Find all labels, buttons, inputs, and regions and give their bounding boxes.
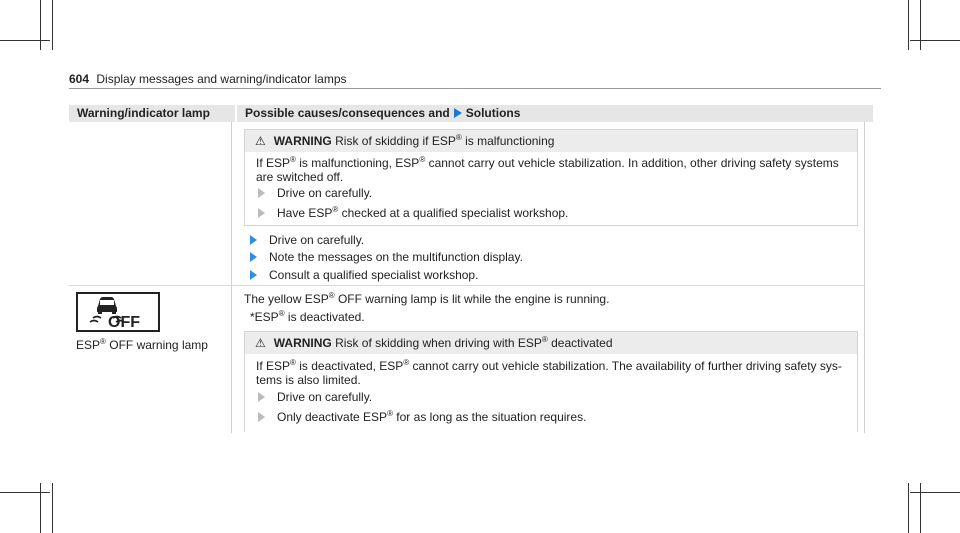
lamp-condition: *ESP® is deactivated. <box>250 309 365 324</box>
page-title: Display messages and warning/indicator lamps <box>96 72 347 86</box>
warning-body-line: are switched off. <box>256 170 344 184</box>
crop-mark <box>0 40 50 41</box>
esp-off-icon <box>76 292 160 332</box>
crop-mark <box>52 483 53 533</box>
table-border-right <box>864 122 865 433</box>
col-header-lamp: Warning/indicator lamp <box>69 105 235 122</box>
bullet-arrow-icon <box>258 208 265 218</box>
col-header-causes: Possible causes/consequences and Solutions <box>237 105 873 122</box>
list-item: Note the messages on the multifunction display. <box>250 250 523 264</box>
crop-mark <box>910 40 960 41</box>
warning-body-line: If ESP® is malfunctioning, ESP® cannot carry out vehicle stabilization. In addition, other driving safety systems <box>256 155 839 170</box>
lamp-label: ESP® OFF warning lamp <box>76 337 208 352</box>
esp-off-icon-text: OFF <box>108 314 140 331</box>
page-header <box>69 72 347 86</box>
warning-triangle-icon: ⚠ <box>255 336 266 350</box>
crop-mark <box>40 483 41 533</box>
crop-mark <box>910 492 960 493</box>
list-item: Have ESP® checked at a qualified specialist workshop. <box>258 206 568 220</box>
crop-mark <box>52 0 53 50</box>
list-item: Drive on carefully. <box>258 390 372 404</box>
list-item: Drive on carefully. <box>258 186 372 200</box>
list-item: Only deactivate ESP® for as long as the situation requires. <box>258 410 586 424</box>
column-divider <box>231 122 232 433</box>
list-item: Consult a qualified specialist workshop. <box>250 268 478 282</box>
crop-mark <box>908 483 909 533</box>
header-rule <box>69 88 881 89</box>
crop-mark <box>0 492 50 493</box>
arrow-icon <box>454 108 462 118</box>
bullet-arrow-icon <box>250 270 257 280</box>
bullet-arrow-icon <box>258 392 265 402</box>
bullet-arrow-icon <box>250 252 257 262</box>
crop-mark <box>920 483 921 533</box>
lamp-description: The yellow ESP® OFF warning lamp is lit while the engine is running. <box>244 291 610 306</box>
warning-triangle-icon: ⚠ <box>255 134 266 148</box>
bullet-arrow-icon <box>258 188 265 198</box>
crop-mark <box>40 0 41 50</box>
warning-body-line: If ESP® is deactivated, ESP® cannot carry out vehicle stabilization. The availability of further driving safety sys- <box>256 358 842 373</box>
warning-body-line: tems is also limited. <box>256 373 361 387</box>
warning-header: ⚠ WARNING Risk of skidding when driving with ESP® deactivated <box>245 332 857 354</box>
crop-mark <box>908 0 909 50</box>
warning-header: ⚠ WARNING Risk of skidding if ESP® is malfunctioning <box>245 130 857 152</box>
page-number: 604 <box>69 72 90 86</box>
list-item: Drive on carefully. <box>250 233 364 247</box>
row-divider <box>69 285 865 286</box>
crop-mark <box>920 0 921 50</box>
bullet-arrow-icon <box>258 412 265 422</box>
bullet-arrow-icon <box>250 235 257 245</box>
